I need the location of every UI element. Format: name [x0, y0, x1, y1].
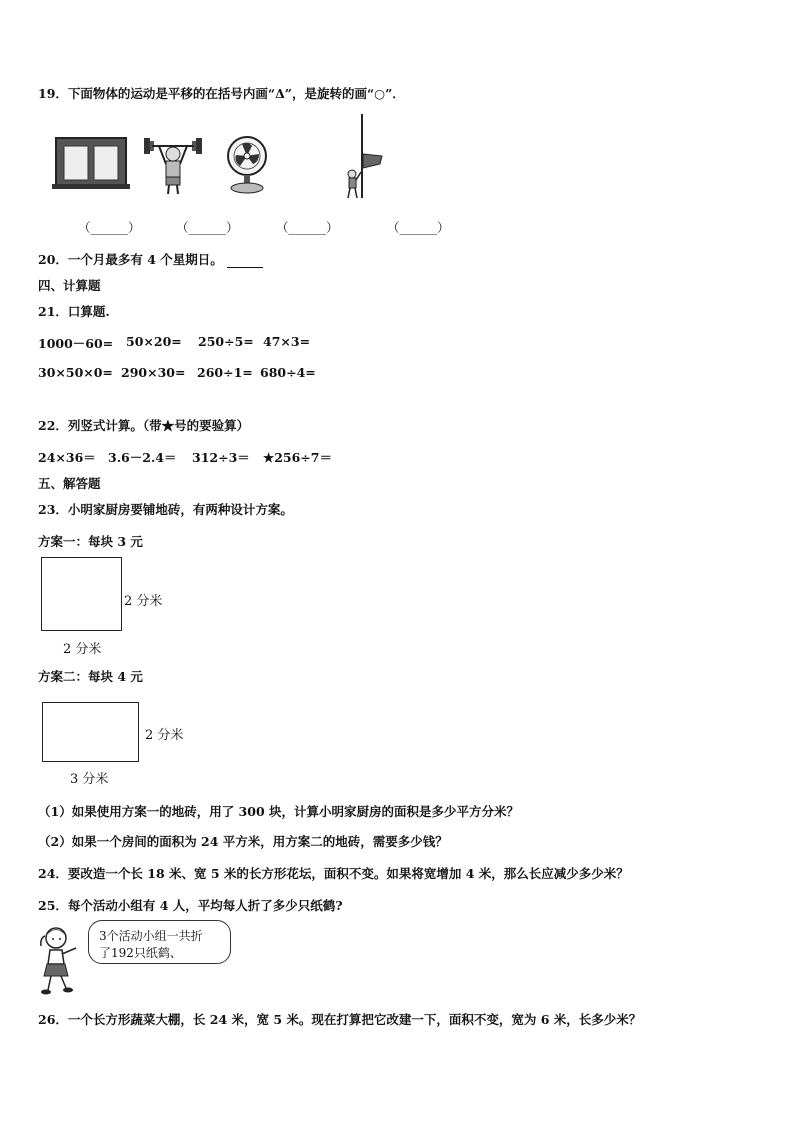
bubble-line-1: 3个活动小组一共折	[99, 929, 203, 943]
q22-item: ★256÷7＝	[263, 450, 332, 465]
q21-item: 290×30=	[121, 365, 186, 380]
plan2-side-dimension: 2 分米	[145, 728, 184, 743]
q23-text: 23．小明家厨房要铺地砖，有两种设计方案。	[38, 502, 293, 517]
q22-item: 312÷3＝	[192, 450, 250, 465]
q21-title: 21．口算题.	[38, 304, 110, 319]
q21-item: 1000－60=	[38, 336, 114, 351]
section-5-heading: 五、解答题	[38, 476, 101, 491]
q19-text: 19．下面物体的运动是平移的在括号内画“Δ”，是旋转的画“○”．	[38, 86, 405, 101]
q21-item: 260÷1=	[197, 365, 253, 380]
section-4-heading: 四、计算题	[38, 278, 101, 293]
speech-bubble	[88, 920, 231, 964]
plan1-bottom-dimension: 2 分米	[63, 642, 102, 657]
q21-item: 30×50×0=	[38, 365, 113, 380]
weightlifter-icon	[142, 130, 204, 196]
q22-item: 3.6－2.4＝	[108, 450, 177, 465]
plan2-label: 方案二：每块 4 元	[38, 669, 143, 684]
q24-text: 24．要改造一个长 18 米、宽 5 米的长方形花坛，面积不变。如果将宽增加 4 米，那么长应减少多少米？	[38, 866, 629, 881]
plan2-bottom-dimension: 3 分米	[70, 772, 109, 787]
girl-icon	[34, 924, 92, 998]
plan1-tile-square	[41, 557, 122, 631]
q20-blank[interactable]	[227, 252, 263, 268]
q23-sub2: （2）如果一个房间的面积为 24 平方米，用方案二的地砖，需要多少钱？	[38, 834, 448, 849]
q21-item: 47×3=	[263, 334, 311, 349]
flag-raising-icon	[340, 112, 386, 202]
q22-title: 22．列竖式计算。（带★号的要验算）	[38, 418, 250, 433]
fan-icon	[222, 134, 272, 196]
q23-sub1: （1）如果使用方案一的地砖，用了 300 块，计算小明家厨房的面积是多少平方分米？	[38, 804, 519, 819]
q19-answer-4[interactable]: （______）	[387, 220, 450, 235]
plan2-tile-rectangle	[42, 702, 139, 762]
q20-row	[38, 250, 263, 268]
q21-item: 50×20=	[126, 334, 182, 349]
q19-answer-1[interactable]: （______）	[78, 220, 141, 235]
plan1-side-dimension: 2 分米	[124, 594, 163, 609]
q21-item: 250÷5=	[198, 334, 254, 349]
bubble-line-2: 了192只纸鹤、	[99, 946, 182, 960]
q20-text: 20．一个月最多有 4 个星期日。	[38, 252, 223, 267]
q21-item: 680÷4=	[260, 365, 316, 380]
q19-answer-3[interactable]: （______）	[276, 220, 339, 235]
plan1-label: 方案一：每块 3 元	[38, 534, 143, 549]
q19-answer-2[interactable]: （______）	[176, 220, 239, 235]
q25-text: 25．每个活动小组有 4 人，平均每人折了多少只纸鹤?	[38, 898, 343, 913]
q22-item: 24×36＝	[38, 450, 96, 465]
window-icon	[52, 134, 132, 192]
q26-text: 26．一个长方形蔬菜大棚，长 24 米，宽 5 米。现在打算把它改建一下，面积不变，宽为 6 米，长多少米？	[38, 1012, 642, 1027]
